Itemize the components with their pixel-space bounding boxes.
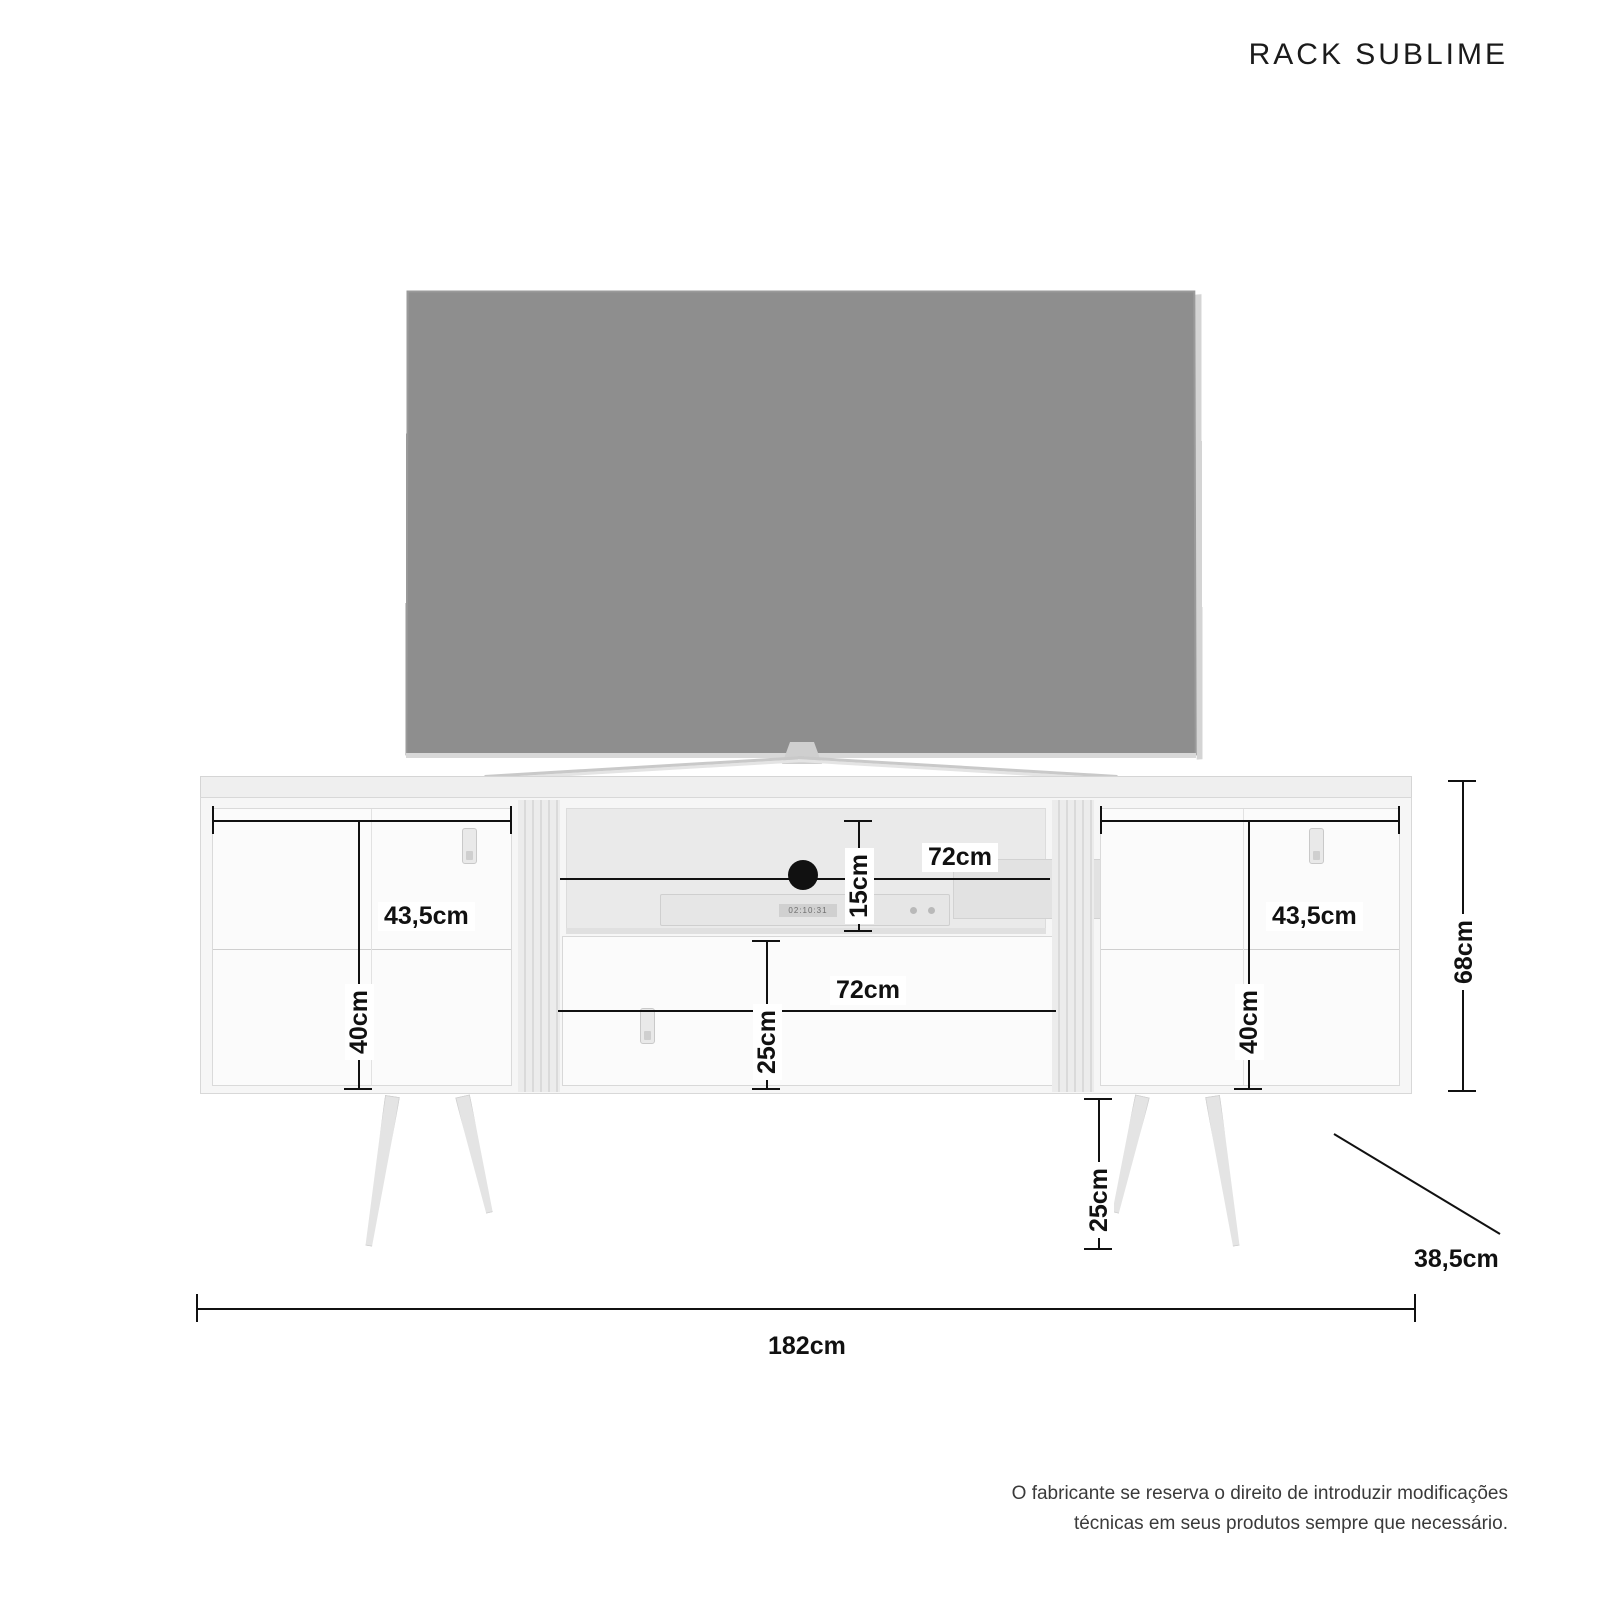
drawer-seam [563, 1011, 1053, 1012]
cabinet-leg-left-outer [361, 1095, 400, 1247]
page-title: RACK SUBLIME [1248, 38, 1508, 71]
cabinet-leg-left-inner [455, 1094, 497, 1214]
cabinet-illustration [200, 776, 1412, 1096]
right-height-label: 40cm [1235, 984, 1264, 1060]
tv-stand-right-leg [798, 756, 1118, 778]
left-height-label: 40cm [345, 984, 374, 1060]
depth-label: 38,5cm [1408, 1245, 1505, 1274]
media-receiver [660, 894, 950, 926]
tv-screen [405, 290, 1196, 755]
cabinet-leg-right-inner [1108, 1094, 1150, 1214]
left-ribbed-panel [518, 800, 560, 1092]
cabinet-leg-right-outer [1205, 1095, 1244, 1247]
receiver-knob-left-icon [910, 907, 917, 914]
tv-stand-left-leg [484, 756, 804, 778]
overall-height-tick-top [1448, 780, 1476, 782]
right-door-handle-icon [1309, 828, 1324, 864]
niche-height-label: 15cm [845, 848, 874, 924]
overall-height-tick-bottom [1448, 1090, 1476, 1092]
disclaimer-line-2: técnicas em seus produtos sempre que necessário. [1073, 1512, 1508, 1534]
center-marker-dot [788, 860, 818, 890]
niche-width-label: 72cm [922, 843, 998, 872]
niche-shelf [566, 928, 1046, 934]
leg-height-tick-bottom [1084, 1248, 1112, 1250]
tv-illustration [398, 290, 1206, 795]
center-drawer [562, 936, 1054, 1086]
leg-height-dimension-line [1098, 1098, 1100, 1250]
overall-width-label: 182cm [762, 1332, 852, 1361]
right-door-vertical-seam [1243, 809, 1244, 1085]
receiver-display: 02:10:31 [779, 904, 837, 917]
drawer-handle-icon [640, 1008, 655, 1044]
left-width-label: 43,5cm [378, 902, 475, 931]
depth-dimension-line [1330, 1130, 1530, 1250]
overall-width-tick-right [1414, 1294, 1416, 1322]
drawer-height-label: 25cm [753, 1004, 782, 1080]
left-door-horizontal-seam [213, 949, 511, 950]
right-door-horizontal-seam [1101, 949, 1399, 950]
disclaimer-line-1: O fabricante se reserva o direito de introduzir modificações [1011, 1483, 1508, 1505]
right-door-module [1100, 808, 1400, 1086]
overall-width-dimension-line [196, 1308, 1416, 1310]
right-width-label: 43,5cm [1266, 902, 1363, 931]
left-door-handle-icon [462, 828, 477, 864]
cabinet-top-panel [200, 776, 1412, 798]
left-door-vertical-seam [371, 809, 372, 1085]
receiver-knob-right-icon [928, 907, 935, 914]
drawer-width-label: 72cm [830, 976, 906, 1005]
disclaimer [1012, 1479, 1508, 1538]
leg-height-tick-top [1084, 1098, 1112, 1100]
overall-height-dimension-line [1462, 780, 1464, 1092]
overall-width-tick-left [196, 1294, 198, 1322]
leg-height-label: 25cm [1085, 1162, 1114, 1238]
right-ribbed-panel [1052, 800, 1094, 1092]
overall-height-label: 68cm [1450, 914, 1479, 990]
